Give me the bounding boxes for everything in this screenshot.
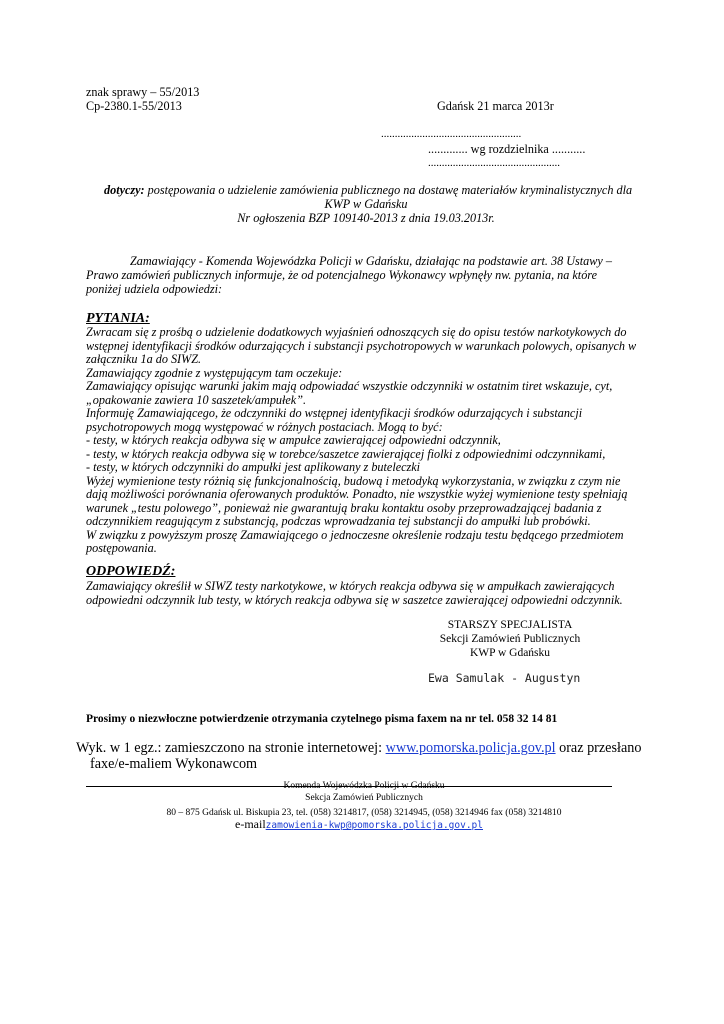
footer-section: Sekcja Zamówień Publicznych <box>305 792 423 803</box>
footer-email-label: e-mail <box>235 817 266 831</box>
question-line: Wyżej wymienione testy różnią się funkcjonalnością, budową i metodyką wykorzystania, w związku z czym nie <box>86 473 621 488</box>
questions-heading: PYTANIA: <box>86 311 150 326</box>
subject-text: postępowania o udzielenie zamówienia publicznego na dostawę materiałów kryminalistycznych dla <box>144 183 633 197</box>
footer <box>86 781 642 820</box>
answer-line: odpowiedni odczynnik lub testy, w których reakcja odbywa się w saszetce zawierającej odpowiedni odczynnik. <box>86 592 623 607</box>
question-line: Zamawiający zgodnie z występującym tam oczekuje: <box>86 365 343 380</box>
signature-department: Sekcji Zamówień Publicznych <box>439 633 581 645</box>
question-line: postępowania. <box>86 541 157 555</box>
intro-line-3: poniżej udziela odpowiedzi: <box>86 282 223 296</box>
question-line: „opakowanie zawiera 10 saszetek/ampułek”. <box>86 392 307 407</box>
question-line: wstępnej identyfikacji środków odurzających i substancji psychotropowych w warunkach polowych, opisanych w <box>86 338 637 353</box>
question-line: - testy, w których reakcja odbywa się w ampułce zawierającej odpowiedni odczynnik, <box>86 433 501 447</box>
question-line: Informuję Zamawiającego, że odczynniki do wstępnej identyfikacji środków odurzających i substancji <box>86 406 583 420</box>
answer-heading: ODPOWIEDŹ: <box>86 564 176 579</box>
footer-email-line <box>235 817 483 833</box>
subject-line-3: Nr ogłoszenia BZP 109140-2013 z dnia 19.03.2013r. <box>237 211 495 225</box>
copy-note-suffix: oraz przesłano <box>555 740 642 756</box>
signature-organization: KWP w Gdańsku <box>469 647 551 659</box>
answer-line: Zamawiający określił w SIWZ testy narkotykowe, w których reakcja odbywa się w ampułkach zawierających <box>86 579 615 593</box>
question-line: załączniku 1a do SIWZ. <box>86 352 202 366</box>
fax-confirmation-request: Prosimy o niezwłoczne potwierdzenie otrzymania czytelnego pisma faxem na nr tel. 058 32 14 81 <box>86 713 558 725</box>
question-line: Zamawiający opisując warunki jakim mają odpowiadać wszystkie odczynniki w ostatnim tiret wskazuje, cyt, <box>86 379 613 393</box>
signature-name: Ewa Samulak - Augustyn <box>428 671 581 685</box>
copy-note-line-1 <box>76 740 641 756</box>
copy-note-prefix: Wyk. w 1 egz.: zamieszczono na stronie internetowej: <box>76 740 386 756</box>
case-reference: znak sprawy – 55/2013 <box>86 85 200 99</box>
intro-line-1: Zamawiający - Komenda Wojewódzka Policji w Gdańsku, działając na podstawie art. 38 Ustawy – <box>130 254 612 268</box>
subject-line <box>104 184 644 198</box>
question-line: psychotropowych mogą występować w różnych postaciach. Mogą to być: <box>86 419 443 434</box>
signature-title: STARSZY SPECJALISTA <box>447 619 573 631</box>
question-line: Zwracam się z prośbą o udzielenie dodatkowych wyjaśnień odnoszących się do opisu testów narkotykowych do <box>86 325 627 339</box>
recipient-dots-line: ................................................ <box>428 157 560 169</box>
answer-body <box>86 580 642 607</box>
subject-label: dotyczy: <box>104 183 145 197</box>
document-number: Cp-2380.1-55/2013 <box>86 99 182 113</box>
recipient-dots-line: ................................................... <box>381 128 522 140</box>
question-line: - testy, w których odczynniki do ampułki jest aplikowany z buteleczki <box>86 460 421 474</box>
question-line: W związku z powyższym proszę Zamawiającego o jednoczesne określenie rodzaju testu będącego przedmiotem <box>86 527 624 542</box>
copy-note-line-2: faxe/e-maliem Wykonawcom <box>90 756 258 772</box>
place-date: Gdańsk 21 marca 2013r <box>437 99 554 113</box>
footer-institution: Komenda Wojewódzka Policji w Gdańsku <box>283 781 445 791</box>
footer-email-link[interactable]: zamowienia-kwp@pomorska.policja.gov.pl <box>265 820 483 831</box>
website-link[interactable]: www.pomorska.policja.gov.pl <box>385 740 556 756</box>
question-line: warunek „testu polowego”, ponieważ nie gwarantują braku kontaktu osoby przeprowadzającej badania z <box>86 500 602 515</box>
question-body <box>86 326 642 556</box>
intro-line-2: Prawo zamówień publicznych informuje, że od potencjalnego Wykonawcy wpłynęły nw. pytania, na które <box>86 268 597 282</box>
recipient-distribution: ............. wg rozdzielnika ........... <box>428 142 586 156</box>
footer-address: 80 – 875 Gdańsk ul. Biskupia 23, tel. (058) 3214817, (058) 3214945, (058) 3214946 fax (058) 3214810 <box>166 808 562 818</box>
signature-block <box>410 618 610 660</box>
question-line: - testy, w których reakcja odbywa się w torebce/saszetce zawierającej fiolki z odpowiednimi odczynnikami, <box>86 446 606 461</box>
subject-line-2: KWP w Gdańsku <box>324 197 408 211</box>
question-line: dają możliwości porównania oferowanych produktów. Ponadto, nie wszystkie wyżej wymienione testy spełniają <box>86 487 628 501</box>
question-line: odczynnikiem reagującym z substancją, podczas wprowadzania tej substancji do ampułki lub probówki. <box>86 514 591 528</box>
